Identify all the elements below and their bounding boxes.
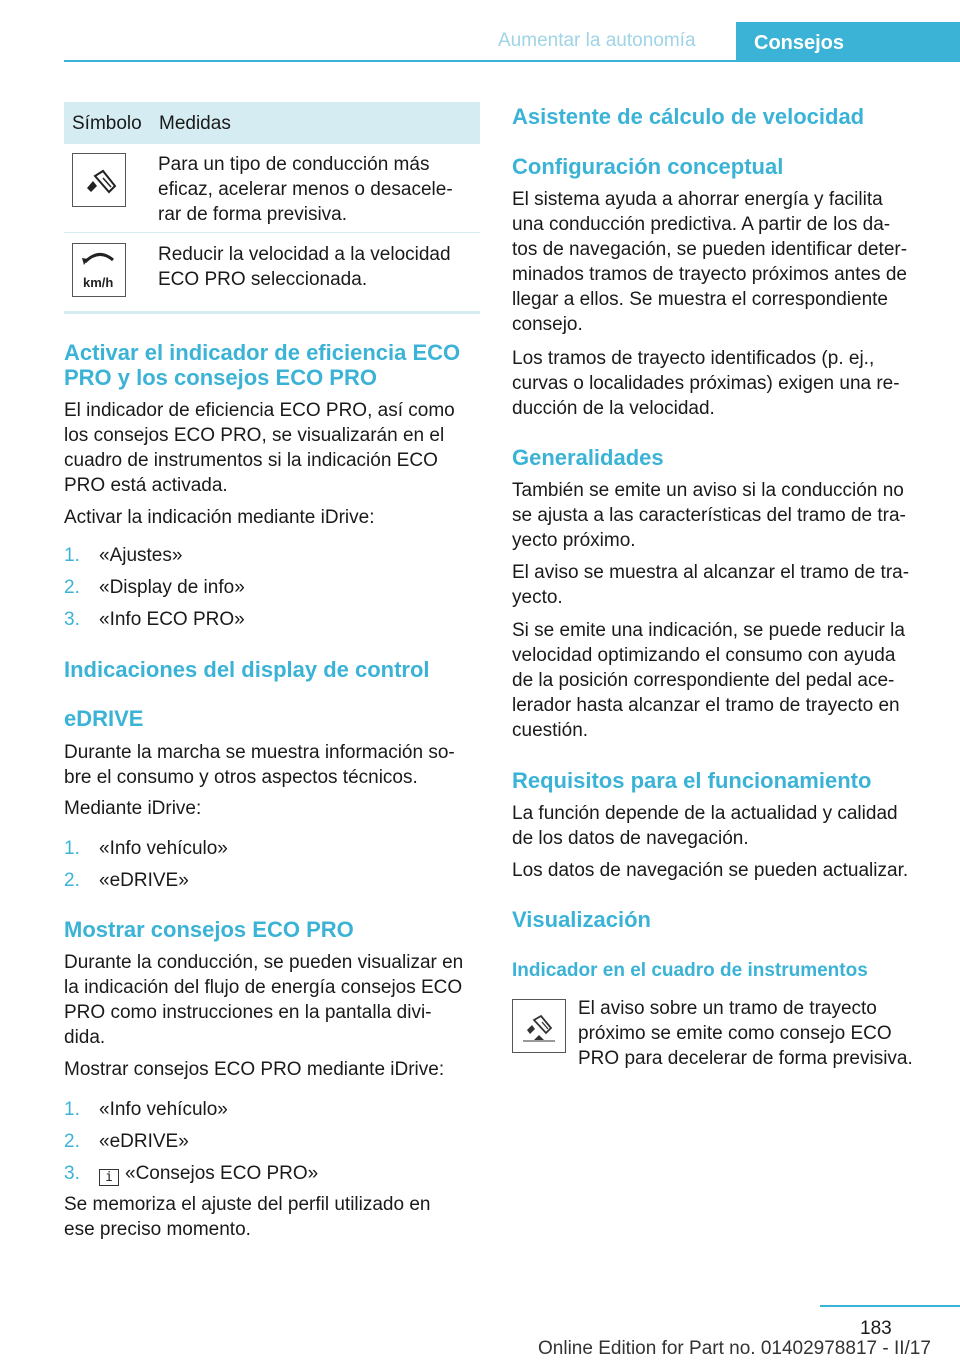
kmh-label: km/h [83, 275, 114, 290]
list-item: 2. «eDRIVE» [64, 1131, 189, 1152]
heading-config: Configuración conceptual [512, 154, 784, 179]
config-paragraph-1: El sistema ayuda a ahorrar energía y facilita una conducción predictiva. A partir de los da- tos de navegación, se pueden identificar deter- minados tramos de trayecto próximos antes de llegar a ellos. Se muestra el correspondiente consejo. [512, 189, 908, 335]
mostrar-intro: Mostrar consejos ECO PRO mediante iDrive: [64, 1059, 445, 1080]
header-tab: Consejos [736, 22, 960, 62]
table-row-1-text: Para un tipo de conducción más eficaz, acelerar menos o desacele- rar de forma previsiva. [158, 154, 453, 225]
heading-indicador: Indicador en el cuadro de instrumentos [512, 960, 868, 981]
table-end-rule [64, 311, 480, 314]
edrive-intro: Mediante iDrive: [64, 798, 202, 819]
list-item: 1. «Info vehículo» [64, 1099, 228, 1120]
heading-visualizacion: Visualización [512, 907, 651, 932]
heading-requisitos: Requisitos para el funcionamiento [512, 768, 872, 793]
requisitos-paragraph-1: La función depende de la actualidad y calidad de los datos de navegación. [512, 803, 898, 849]
activar-intro: Activar la indicación mediante iDrive: [64, 507, 375, 528]
edrive-paragraph: Durante la marcha se muestra información so- bre el consumo y otros aspectos técnicos. [64, 742, 455, 788]
list-item: 2. «Display de info» [64, 577, 245, 598]
list-item: 1. «Info vehículo» [64, 838, 228, 859]
activar-paragraph: El indicador de eficiencia ECO PRO, así como los consejos ECO PRO, se visualizarán en el cuadro de instrumentos si la indicación ECO PRO está activada. [64, 400, 455, 496]
generalidades-paragraph-2: El aviso se muestra al alcanzar el tramo de tra- yecto. [512, 562, 910, 608]
table-col-measures: Medidas [159, 113, 231, 134]
heading-edrive: eDRIVE [64, 706, 144, 731]
requisitos-paragraph-2: Los datos de navegación se pueden actualizar. [512, 860, 909, 881]
page-number: 183 [860, 1318, 892, 1339]
checkbox-icon: i [99, 1169, 119, 1186]
table-row-2-text: Reducir la velocidad a la velocidad ECO PRO seleccionada. [158, 244, 451, 290]
heading-indicaciones: Indicaciones del display de control [64, 657, 430, 682]
footer-rule [820, 1305, 960, 1307]
list-item: 3. «Info ECO PRO» [64, 609, 245, 630]
list-item: 1. «Ajustes» [64, 545, 183, 566]
table-col-symbol: Símbolo [72, 113, 142, 134]
foot-lifting-pedal-icon [72, 153, 126, 207]
generalidades-paragraph-3: Si se emite una indicación, se puede reducir la velocidad optimizando el consumo con ayuda de la posición correspondiente del pedal ace- lerador hasta alcanzar el tramo de trayecto en cuestión. [512, 620, 905, 741]
heading-mostrar: Mostrar consejos ECO PRO [64, 917, 354, 942]
config-paragraph-2: Los tramos de trayecto identificados (p. ej., curvas o localidades próximas) exigen una re- ducción de la velocidad. [512, 348, 900, 419]
list-item: 3. i «Consejos ECO PRO» [64, 1163, 319, 1185]
mostrar-after: Se memoriza el ajuste del perfil utilizado en ese preciso momento. [64, 1194, 431, 1240]
heading-asistente: Asistente de cálculo de velocidad [512, 104, 865, 129]
speedometer-kmh-icon [72, 243, 126, 297]
generalidades-paragraph-1: También se emite un aviso si la conducción no se ajusta a las características del tramo de tra- yecto próximo. [512, 480, 906, 551]
footer-edition: Online Edition for Part no. 01402978817 - II/17 [538, 1338, 931, 1359]
list-item: 2. «eDRIVE» [64, 870, 189, 891]
table-header [64, 102, 480, 144]
heading-activar: Activar el indicador de eficiencia ECO PRO y los consejos ECO PRO [64, 340, 461, 390]
table-row-divider [64, 232, 480, 233]
header-section-title: Aumentar la autonomía [498, 30, 696, 51]
mostrar-paragraph: Durante la conducción, se pueden visualizar en la indicación del flujo de energía consejos ECO PRO como instrucciones en la pantalla divi- dida. [64, 952, 464, 1048]
heading-generalidades: Generalidades [512, 445, 664, 470]
indicador-text: El aviso sobre un tramo de trayecto próximo se emite como consejo ECO PRO para decelerar de forma previsiva. [578, 998, 913, 1069]
header-rule [64, 60, 960, 62]
eco-pedal-hint-icon [512, 999, 566, 1053]
